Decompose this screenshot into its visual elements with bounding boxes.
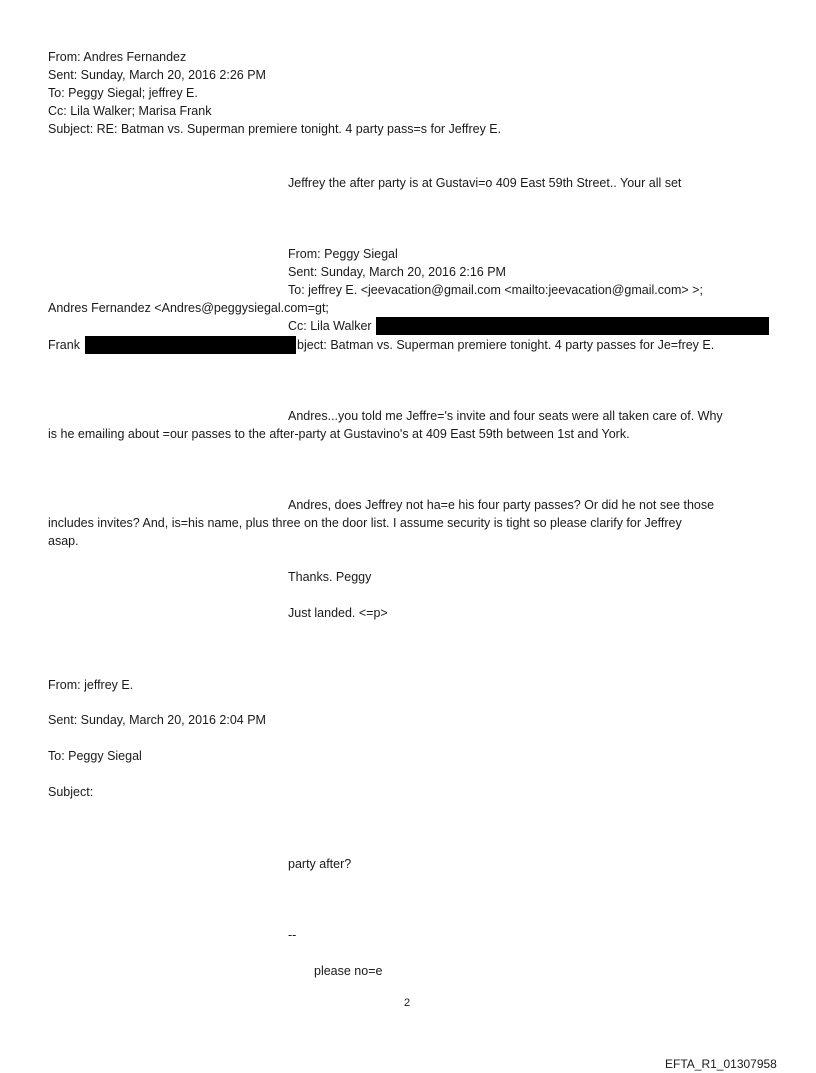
quoted1-from: From: Peggy Siegal xyxy=(288,247,398,261)
quoted1-paragraph-1-continued: is he emailing about =our passes to the after-party at Gustavino's at 409 East 59th between 1st and York. xyxy=(48,427,630,441)
header-cc: Cc: Lila Walker; Marisa Frank xyxy=(48,104,212,118)
quoted2-signature-separator: -- xyxy=(288,928,297,942)
quoted2-signature: please no=e xyxy=(314,964,383,978)
page-number: 2 xyxy=(404,997,411,1009)
quoted1-to-continued: Andres Fernandez <Andres@peggysiegal.com=gt; xyxy=(48,301,329,315)
header-from: From: Andres Fernandez xyxy=(48,50,187,64)
quoted1-paragraph-2-end: asap. xyxy=(48,534,79,548)
header-to: To: Peggy Siegal; jeffrey E. xyxy=(48,86,198,100)
quoted2-to: To: Peggy Siegal xyxy=(48,749,142,763)
redaction-bar xyxy=(85,336,296,354)
document-id: EFTA_R1_01307958 xyxy=(665,1057,777,1071)
quoted1-paragraph-1: Andres...you told me Jeffre='s invite and four seats were all taken care of. Why xyxy=(288,409,723,423)
quoted1-paragraph-2: Andres, does Jeffrey not ha=e his four party passes? Or did he not see those xyxy=(288,498,715,512)
quoted1-landed: Just landed. <=p> xyxy=(288,606,388,620)
quoted2-body: party after? xyxy=(288,857,352,871)
quoted1-to: To: jeffrey E. <jeevacation@gmail.com <mailto:jeevacation@gmail.com> >; xyxy=(288,283,703,297)
quoted1-sent: Sent: Sunday, March 20, 2016 2:16 PM xyxy=(288,265,506,279)
header-subject: Subject: RE: Batman vs. Superman premiere tonight. 4 party pass=s for Jeffrey E. xyxy=(48,122,502,136)
quoted1-paragraph-2-continued: includes invites? And, is=his name, plus three on the door list. I assume security is tight so please clarify for Jeffrey xyxy=(48,516,682,530)
quoted2-from: From: jeffrey E. xyxy=(48,678,134,692)
quoted2-subject: Subject: xyxy=(48,785,94,799)
quoted1-subject: bject: Batman vs. Superman premiere tonight. 4 party passes for Je=frey E. xyxy=(297,338,715,352)
quoted1-thanks: Thanks. Peggy xyxy=(288,570,372,584)
header-sent: Sent: Sunday, March 20, 2016 2:26 PM xyxy=(48,68,266,82)
quoted2-sent: Sent: Sunday, March 20, 2016 2:04 PM xyxy=(48,713,266,727)
redaction-bar xyxy=(376,317,769,335)
quoted1-cc-frank: Frank xyxy=(48,338,80,352)
reply-body: Jeffrey the after party is at Gustavi=o 409 East 59th Street.. Your all set xyxy=(288,176,682,190)
quoted1-cc: Cc: Lila Walker xyxy=(288,319,372,333)
